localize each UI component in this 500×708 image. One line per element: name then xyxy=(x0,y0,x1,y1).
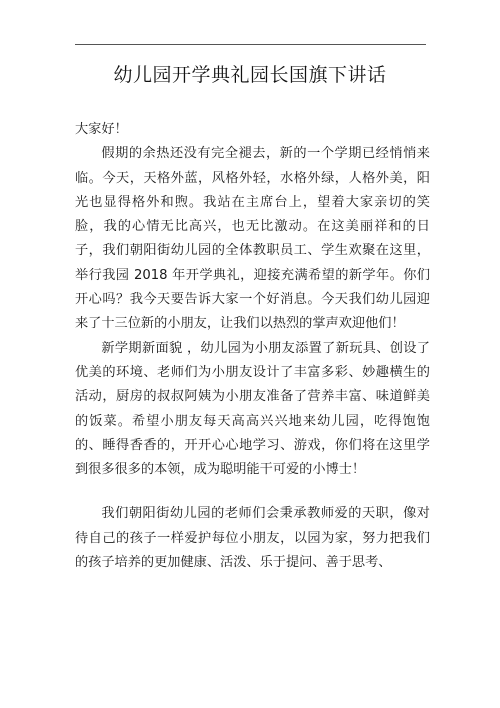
paragraph-1: 假期的余热还没有完全褪去，新的一个学期已经悄悄来临。今天，天格外蓝，风格外轻，水格外绿，人格外美，阳光也显得格外和煦。我站在主席台上，望着大家亲切的笑脸，我的心情无比高兴，也无比激动。在这美丽祥和的日子，我们朝阳街幼儿园的全体教职员工、学生欢聚在这里，举行我园 2018 年开学典礼，迎接充满希望的新学年。你们开心吗？我今天要告诉大家一个好消息。今天我们幼儿园迎来了十三位新的小朋友，让我们以热烈的掌声欢迎他们！ xyxy=(75,146,430,332)
paragraph-3: 我们朝阳街幼儿园的老师们会秉承教师爱的天职，像对待自己的孩子一样爱护每位小朋友，以园为家，努力把我们的孩子培养的更加健康、活泼、乐于提问、善于思考、 xyxy=(75,506,430,571)
document-body xyxy=(75,118,430,575)
document-title: 幼儿园开学典礼园长国旗下讲话 xyxy=(113,64,387,86)
paragraph-2: 新学期新面貌 ，幼儿园为小朋友添置了新玩具、创设了优美的环境、老师们为小朋友设计了丰富多彩、妙趣横生的活动，厨房的叔叔阿姨为小朋友准备了营养丰富、味道鲜美的饭菜。希望小朋友每天高高兴兴地来幼儿园，吃得饱饱的、睡得香香的，开开心心地学习、游戏，你们将在这里学到很多很多的本领，成为聪明能干可爱的小博士！ xyxy=(75,340,430,478)
greeting: 大家好！ xyxy=(75,122,128,137)
header-rule xyxy=(75,44,426,45)
